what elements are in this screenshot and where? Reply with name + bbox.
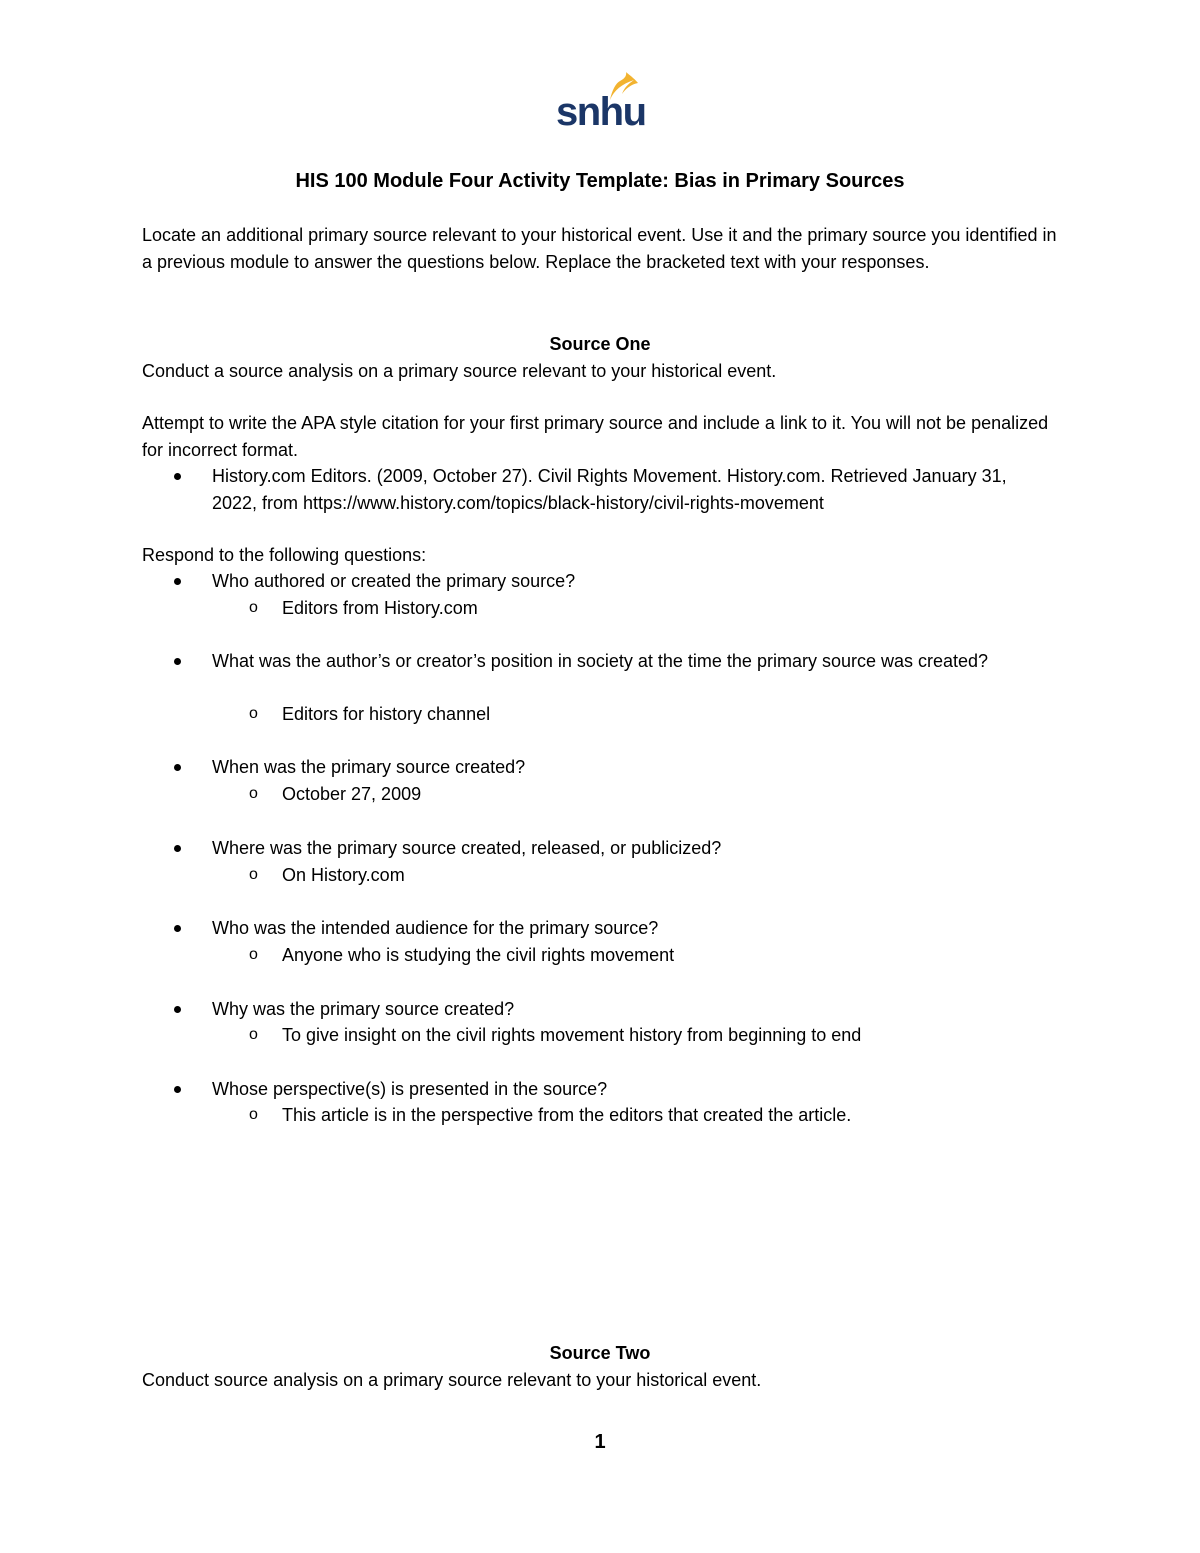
bullet-icon [174,1086,181,1093]
answer-text: This article is in the perspective from the editors that created the article. [282,1105,852,1125]
citation-text: History.com Editors. (2009, October 27). Civil Rights Movement. History.com. Retrieved January 31, 2022, from https://www.history.com/topics/black-history/civil-rights-movement [212,466,1007,513]
answer-text: Editors for history channel [282,704,491,724]
bullet-icon [174,473,181,480]
question-text: Why was the primary source created? [212,999,515,1019]
bullet-icon [174,845,181,852]
bullet-icon [174,658,181,665]
intro-paragraph: Locate an additional primary source relevant to your historical event. Use it and the primary source you identified in a previous module to answer the questions below. Replace the bracketed text with your responses. [142,225,1057,272]
sub-bullet-icon: o [249,866,258,883]
question-text: Who was the intended audience for the primary source? [212,918,659,938]
sub-bullet-icon: o [249,1106,258,1123]
citation-prompt: Attempt to write the APA style citation for your first primary source and include a link to it. You will not be penalized for incorrect format. [142,413,1049,460]
source-one-instruction: Conduct a source analysis on a primary source relevant to your historical event. [142,361,777,381]
questions-intro: Respond to the following questions: [142,545,427,565]
answer-text: To give insight on the civil rights movement history from beginning to end [282,1025,862,1045]
snhu-logo [556,72,646,134]
question-text: Where was the primary source created, released, or publicized? [212,838,722,858]
answer-text: October 27, 2009 [282,784,422,804]
sub-bullet-icon: o [249,705,258,722]
bullet-icon [174,925,181,932]
sub-bullet-icon: o [249,1026,258,1043]
bullet-icon [174,1006,181,1013]
source-two-heading: Source Two [549,1343,651,1363]
answer-text: On History.com [282,865,405,885]
question-text: Who authored or created the primary source? [212,571,576,591]
bullet-icon [174,578,181,585]
sub-bullet-icon: o [249,785,258,802]
sub-bullet-icon: o [249,599,258,616]
source-two-instruction: Conduct source analysis on a primary source relevant to your historical event. [142,1370,762,1390]
answer-text: Editors from History.com [282,598,478,618]
question-text: What was the author’s or creator’s position in society at the time the primary source was created? [212,651,989,671]
logo-text: snhu [556,90,646,134]
answer-text: Anyone who is studying the civil rights movement [282,945,675,965]
question-text: Whose perspective(s) is presented in the source? [212,1079,608,1099]
source-one-heading: Source One [549,334,651,354]
sub-bullet-icon: o [249,946,258,963]
page-number: 1 [594,1431,606,1453]
document-title: HIS 100 Module Four Activity Template: Bias in Primary Sources [295,170,905,192]
bullet-icon [174,764,181,771]
question-text: When was the primary source created? [212,757,526,777]
